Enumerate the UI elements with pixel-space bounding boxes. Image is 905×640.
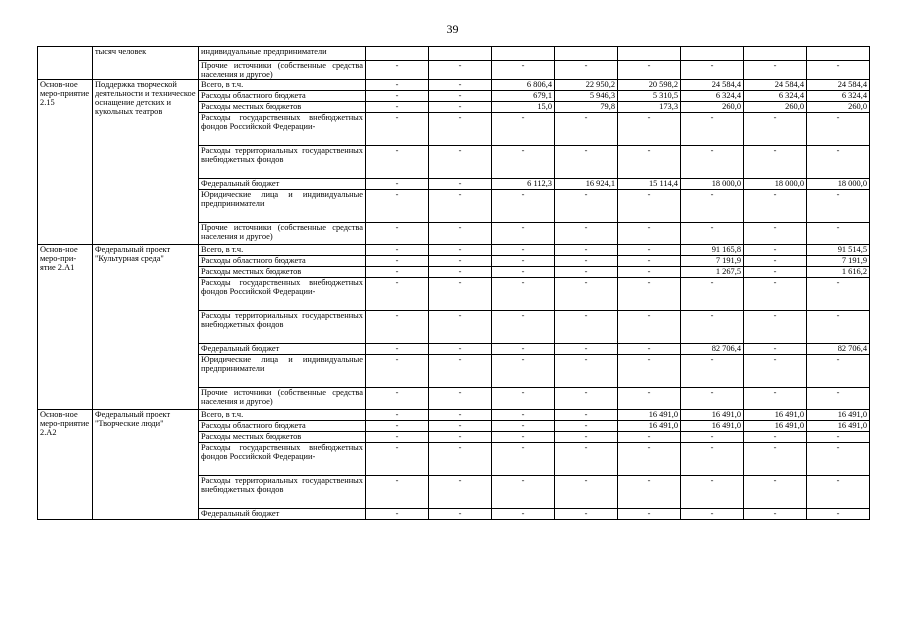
value-cell: - xyxy=(807,190,870,223)
value-cell: - xyxy=(555,443,618,476)
value-cell: - xyxy=(681,146,744,179)
value-cell: - xyxy=(618,61,681,80)
value-cell: - xyxy=(744,344,807,355)
value-cell: - xyxy=(555,476,618,509)
value-cell: - xyxy=(366,443,429,476)
value-cell: 1 267,5 xyxy=(681,267,744,278)
value-cell: - xyxy=(492,432,555,443)
value-cell: - xyxy=(429,410,492,421)
activity-name-cell: Федеральный проект "Творческие люди" xyxy=(93,410,199,520)
page-number: 39 xyxy=(446,22,459,36)
value-cell: - xyxy=(681,278,744,311)
value-cell: - xyxy=(807,388,870,410)
value-cell: - xyxy=(807,311,870,344)
funding-source-cell: Расходы местных бюджетов xyxy=(199,432,366,443)
funding-source-cell: Расходы областного бюджета xyxy=(199,91,366,102)
value-cell: - xyxy=(555,421,618,432)
funding-source-cell: Федеральный бюджет xyxy=(199,509,366,520)
value-cell: - xyxy=(681,509,744,520)
value-cell: - xyxy=(555,113,618,146)
value-cell: - xyxy=(807,443,870,476)
value-cell: - xyxy=(618,432,681,443)
value-cell: - xyxy=(429,91,492,102)
value-cell: - xyxy=(618,256,681,267)
value-cell: - xyxy=(744,432,807,443)
value-cell xyxy=(744,47,807,61)
value-cell: - xyxy=(429,355,492,388)
funding-source-cell: Всего, в т.ч. xyxy=(199,80,366,91)
value-cell: - xyxy=(555,344,618,355)
value-cell: - xyxy=(429,311,492,344)
value-cell: - xyxy=(366,80,429,91)
value-cell: - xyxy=(492,311,555,344)
value-cell: - xyxy=(492,223,555,245)
value-cell: - xyxy=(744,355,807,388)
value-cell: 6 806,4 xyxy=(492,80,555,91)
value-cell: - xyxy=(429,245,492,256)
value-cell: - xyxy=(681,432,744,443)
value-cell: - xyxy=(366,344,429,355)
value-cell: - xyxy=(429,223,492,245)
value-cell: 6 324,4 xyxy=(681,91,744,102)
value-cell: - xyxy=(492,278,555,311)
value-cell: - xyxy=(429,80,492,91)
value-cell: - xyxy=(366,311,429,344)
value-cell: - xyxy=(618,509,681,520)
funding-source-cell: Расходы территориальных государственных внебюджетных фондов xyxy=(199,476,366,509)
value-cell: - xyxy=(555,432,618,443)
value-cell: - xyxy=(618,476,681,509)
value-cell: - xyxy=(744,476,807,509)
funding-source-cell: Федеральный бюджет xyxy=(199,179,366,190)
value-cell: - xyxy=(618,443,681,476)
value-cell: - xyxy=(555,190,618,223)
value-cell: - xyxy=(429,61,492,80)
value-cell: - xyxy=(807,355,870,388)
value-cell: - xyxy=(618,278,681,311)
value-cell: - xyxy=(744,61,807,80)
value-cell: - xyxy=(555,509,618,520)
value-cell: 679,1 xyxy=(492,91,555,102)
value-cell: - xyxy=(807,113,870,146)
value-cell: - xyxy=(744,113,807,146)
value-cell: 18 000,0 xyxy=(744,179,807,190)
value-cell: - xyxy=(366,388,429,410)
value-cell: - xyxy=(744,223,807,245)
value-cell: 16 491,0 xyxy=(744,421,807,432)
value-cell: - xyxy=(492,443,555,476)
value-cell: - xyxy=(429,432,492,443)
value-cell xyxy=(681,47,744,61)
funding-source-cell: Расходы государственных внебюджетных фондов Российской Федерации- xyxy=(199,113,366,146)
value-cell: - xyxy=(429,476,492,509)
value-cell: - xyxy=(555,256,618,267)
value-cell: 1 616,2 xyxy=(807,267,870,278)
funding-source-cell: Юридические лица и индивидуальные предприниматели xyxy=(199,355,366,388)
value-cell: 5 310,5 xyxy=(618,91,681,102)
value-cell: 260,0 xyxy=(681,102,744,113)
value-cell: - xyxy=(807,432,870,443)
value-cell: - xyxy=(429,113,492,146)
value-cell: 16 491,0 xyxy=(807,421,870,432)
value-cell: 173,3 xyxy=(618,102,681,113)
value-cell: 16 491,0 xyxy=(744,410,807,421)
value-cell: - xyxy=(618,223,681,245)
value-cell xyxy=(618,47,681,61)
value-cell: - xyxy=(366,179,429,190)
value-cell: 91 165,8 xyxy=(681,245,744,256)
value-cell: - xyxy=(366,190,429,223)
value-cell: 82 706,4 xyxy=(807,344,870,355)
activity-name-cell: тысяч человек xyxy=(93,47,199,80)
value-cell xyxy=(555,47,618,61)
funding-source-cell: Расходы государственных внебюджетных фондов Российской Федерации- xyxy=(199,443,366,476)
value-cell: - xyxy=(366,355,429,388)
value-cell: 18 000,0 xyxy=(681,179,744,190)
value-cell: - xyxy=(681,311,744,344)
value-cell: - xyxy=(366,102,429,113)
funding-source-cell: Прочие источники (собственные средства населения и другое) xyxy=(199,223,366,245)
value-cell xyxy=(366,47,429,61)
budget-table xyxy=(37,46,870,520)
activity-name-cell: Поддержка творческой деятельности и техническое оснащение детских и кукольных театров xyxy=(93,80,199,245)
value-cell: - xyxy=(744,311,807,344)
value-cell: 24 584,4 xyxy=(744,80,807,91)
value-cell: - xyxy=(807,476,870,509)
value-cell: 6 324,4 xyxy=(807,91,870,102)
value-cell: - xyxy=(366,476,429,509)
value-cell xyxy=(429,47,492,61)
value-cell: 6 112,3 xyxy=(492,179,555,190)
value-cell: 16 491,0 xyxy=(807,410,870,421)
value-cell: - xyxy=(681,223,744,245)
value-cell: - xyxy=(618,388,681,410)
value-cell: - xyxy=(555,410,618,421)
value-cell: 16 491,0 xyxy=(681,421,744,432)
value-cell: - xyxy=(555,146,618,179)
value-cell: - xyxy=(681,61,744,80)
value-cell: - xyxy=(744,443,807,476)
funding-source-cell: Расходы местных бюджетов xyxy=(199,102,366,113)
value-cell: 260,0 xyxy=(807,102,870,113)
value-cell xyxy=(492,47,555,61)
value-cell xyxy=(807,47,870,61)
value-cell: 6 324,4 xyxy=(744,91,807,102)
table-row xyxy=(38,47,870,61)
value-cell: - xyxy=(618,146,681,179)
value-cell: - xyxy=(555,388,618,410)
value-cell: - xyxy=(744,509,807,520)
value-cell: 16 491,0 xyxy=(618,410,681,421)
value-cell: 24 584,4 xyxy=(681,80,744,91)
value-cell: - xyxy=(366,278,429,311)
value-cell: 82 706,4 xyxy=(681,344,744,355)
value-cell: - xyxy=(366,61,429,80)
value-cell: - xyxy=(555,223,618,245)
value-cell: - xyxy=(555,61,618,80)
value-cell: - xyxy=(429,146,492,179)
value-cell: - xyxy=(555,245,618,256)
value-cell: - xyxy=(429,509,492,520)
table-row xyxy=(38,245,870,256)
value-cell: - xyxy=(429,102,492,113)
value-cell: 22 950,2 xyxy=(555,80,618,91)
value-cell: 18 000,0 xyxy=(807,179,870,190)
funding-source-cell: Расходы областного бюджета xyxy=(199,421,366,432)
value-cell: - xyxy=(429,344,492,355)
value-cell: - xyxy=(492,245,555,256)
value-cell: 20 598,2 xyxy=(618,80,681,91)
value-cell: - xyxy=(492,267,555,278)
value-cell: - xyxy=(429,179,492,190)
value-cell: 79,8 xyxy=(555,102,618,113)
table-row xyxy=(38,410,870,421)
value-cell: - xyxy=(429,421,492,432)
value-cell: - xyxy=(492,190,555,223)
value-cell: - xyxy=(366,91,429,102)
value-cell: - xyxy=(492,509,555,520)
table-row xyxy=(38,80,870,91)
funding-source-cell: Прочие источники (собственные средства населения и другое) xyxy=(199,388,366,410)
value-cell: - xyxy=(492,61,555,80)
funding-source-cell: индивидуальные предприниматели xyxy=(199,47,366,61)
funding-source-cell: Расходы государственных внебюджетных фондов Российской Федерации- xyxy=(199,278,366,311)
value-cell: - xyxy=(492,476,555,509)
value-cell: - xyxy=(492,355,555,388)
value-cell: - xyxy=(555,311,618,344)
value-cell: 16 491,0 xyxy=(681,410,744,421)
value-cell: - xyxy=(744,190,807,223)
value-cell: 5 946,3 xyxy=(555,91,618,102)
funding-source-cell: Расходы местных бюджетов xyxy=(199,267,366,278)
activity-name-cell: Федеральный проект "Культурная среда" xyxy=(93,245,199,410)
funding-source-cell: Расходы областного бюджета xyxy=(199,256,366,267)
value-cell: - xyxy=(744,245,807,256)
value-cell: - xyxy=(744,388,807,410)
value-cell: 15,0 xyxy=(492,102,555,113)
value-cell: - xyxy=(366,146,429,179)
funding-source-cell: Всего, в т.ч. xyxy=(199,245,366,256)
value-cell: - xyxy=(618,355,681,388)
value-cell: - xyxy=(618,190,681,223)
value-cell: 7 191,9 xyxy=(681,256,744,267)
value-cell: 16 924,1 xyxy=(555,179,618,190)
value-cell: - xyxy=(807,509,870,520)
value-cell: - xyxy=(366,410,429,421)
value-cell: - xyxy=(555,355,618,388)
value-cell: - xyxy=(618,311,681,344)
funding-source-cell: Юридические лица и индивидуальные предприниматели xyxy=(199,190,366,223)
funding-source-cell: Всего, в т.ч. xyxy=(199,410,366,421)
value-cell: - xyxy=(492,388,555,410)
value-cell: 91 514,5 xyxy=(807,245,870,256)
value-cell: - xyxy=(555,278,618,311)
value-cell: - xyxy=(744,267,807,278)
value-cell: - xyxy=(618,245,681,256)
value-cell: - xyxy=(366,432,429,443)
value-cell: - xyxy=(366,267,429,278)
value-cell: - xyxy=(429,256,492,267)
value-cell: - xyxy=(366,256,429,267)
value-cell: - xyxy=(807,61,870,80)
value-cell: 15 114,4 xyxy=(618,179,681,190)
value-cell: - xyxy=(681,113,744,146)
value-cell: - xyxy=(807,146,870,179)
value-cell: - xyxy=(492,344,555,355)
value-cell: 16 491,0 xyxy=(618,421,681,432)
value-cell: - xyxy=(681,355,744,388)
funding-source-cell: Федеральный бюджет xyxy=(199,344,366,355)
activity-code-cell: Основ-ное меро-приятие 2.15 xyxy=(38,80,93,245)
value-cell: - xyxy=(366,421,429,432)
value-cell: - xyxy=(429,388,492,410)
value-cell: - xyxy=(681,476,744,509)
value-cell: - xyxy=(492,256,555,267)
value-cell: - xyxy=(555,267,618,278)
funding-source-cell: Расходы территориальных государственных внебюджетных фондов xyxy=(199,146,366,179)
activity-code-cell: Основ-ное меро-приятие 2.А2 xyxy=(38,410,93,520)
value-cell: - xyxy=(807,223,870,245)
activity-code-cell xyxy=(38,47,93,80)
value-cell: - xyxy=(366,113,429,146)
value-cell: - xyxy=(366,223,429,245)
funding-source-cell: Прочие источники (собственные средства населения и другое) xyxy=(199,61,366,80)
value-cell: - xyxy=(492,146,555,179)
activity-code-cell: Основ-ное меро-при-ятие 2.А1 xyxy=(38,245,93,410)
value-cell: - xyxy=(618,113,681,146)
value-cell: 24 584,4 xyxy=(807,80,870,91)
value-cell: - xyxy=(618,267,681,278)
value-cell: - xyxy=(681,388,744,410)
value-cell: - xyxy=(429,443,492,476)
value-cell: - xyxy=(492,421,555,432)
value-cell: - xyxy=(744,146,807,179)
funding-source-cell: Расходы территориальных государственных внебюджетных фондов xyxy=(199,311,366,344)
value-cell: - xyxy=(429,278,492,311)
value-cell: - xyxy=(807,278,870,311)
value-cell: - xyxy=(744,256,807,267)
value-cell: - xyxy=(618,344,681,355)
value-cell: - xyxy=(681,443,744,476)
value-cell: - xyxy=(429,267,492,278)
value-cell: 260,0 xyxy=(744,102,807,113)
value-cell: - xyxy=(744,278,807,311)
value-cell: - xyxy=(366,245,429,256)
value-cell: - xyxy=(492,410,555,421)
value-cell: 7 191,9 xyxy=(807,256,870,267)
value-cell: - xyxy=(681,190,744,223)
value-cell: - xyxy=(429,190,492,223)
value-cell: - xyxy=(366,509,429,520)
value-cell: - xyxy=(492,113,555,146)
